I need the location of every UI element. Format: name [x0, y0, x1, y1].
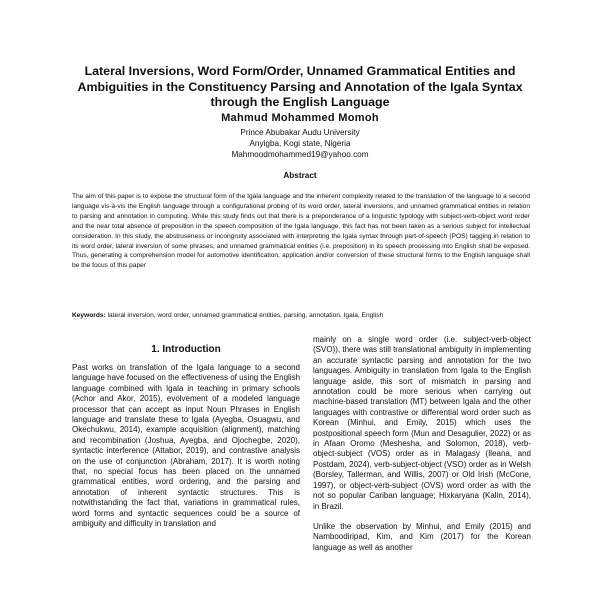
right-column — [313, 335, 531, 553]
keywords-text: lateral inversion, word order, unnamed grammatical entities, parsing, annotation, Igala, English — [107, 312, 384, 319]
author-name: Mahmud Mohammed Momoh — [221, 112, 379, 124]
affiliation-institution: Prince Abubakar Audu University — [240, 128, 360, 137]
keywords-label: Keywords: — [72, 312, 106, 319]
intro-paragraph-1: Past works on translation of the Igala language to a second language have focused on the effectiveness of using the English language combined with Igala in teaching in primary schools (Achor and Akor, 2015), evolvement of a modeled language processor that can accept as input Noun Phrases in English language and translate these to Igala (Ayegba, Osuagwu, and Okechukwu, 2014), example acquisition (alignment), matching and recombination (Joshua, Ayegba, and Ojochegbe, 2020), syntactic interference (Attabor, 2019), and contrastive analysis on the use of conjunction (Abraham, 2017). It is worth noting that, no special focus has been placed on the unnamed grammatical entities, word ordering, and the parsing and annotation of inherent syntactic structures. This is notwithstanding the fact that, variations in grammatical rules, word forms and syntactic sequences could be a source of ambiguity and difficulty in translation and — [72, 363, 301, 529]
introduction-heading: 1. Introduction — [151, 344, 221, 355]
affiliation-location: Anyigba, Kogi state, Nigeria — [249, 139, 351, 148]
affiliation-email: Mahmoodmohammed19@yahoo.com — [231, 150, 369, 159]
right-paragraph-1: mainly on a single word order (i.e. subject-verb-object (SVO)), there was still translational ambiguity in implementing an accurate syntactic parsing and annotation for the two languages. Ambiguity in translation from Igala to the English language aside, this sort of mismatch in parsing and annotation could be more serious when carrying out machine-based translation (MT) between Igala and the other languages with contrastive or differential word order such as Korean (Minhui, and Emily, 2015) which uses the postpositional speech form (Mun and Desagulier, 2022) or as in Afaan Oromo (Meshesha, and Solomon, 2018), verb-object-subject (VOS) order as in Malagasy (Ileana, and Postdam, 2024), verb-subject-object (VSO) order as in Welsh (Borsley, Tallerman, and Willis, 2007) or Old Irish (McCone, 1997), or object-verb-subject (OVS) word order as with the not so popular Cariban language; Hixkaryana (Kalin, 2014), in Brazil. — [313, 335, 531, 511]
keywords — [72, 311, 530, 321]
paper-title: Lateral Inversions, Word Form/Order, Unnamed Grammatical Entities and Ambiguities in the Constituency Parsing and Annotation of the Igala Syntax through the English Language — [77, 64, 523, 109]
abstract-text: The aim of this paper is to expose the structural form of the Igala language and the inherent complexity related to the translation of the language to a second language vis-à-vis the English language through a configurational probing of its word order, lateral inversions, and unnamed grammatical entities in relation to parsing and annotation in computing. While this study finds out that there is a preponderance of a linguistic typology with subject-verb-object word order and the near total absence of preposition in the speech composition of the Igala language, this fact has not been taken as a serious subject for intellectual consideration. In this study, the abstruseness or incongruity associated with interpreting the Igala syntax through part-of-speech (POS) tagging in relation to its word order, lateral inversion of some phrases, and unnamed grammatical entities (i.e. preposition) in its speech processing into English shall be exposed. Thus, generating a comprehension model for automotive identification, application and/or conversion of these structural forms to the English language shall be the focus of this paper — [72, 193, 530, 270]
author-affiliation — [0, 127, 600, 160]
left-column — [72, 363, 300, 530]
right-paragraph-2: Unlike the observation by Minhui, and Emily (2015) and Namboodiripad, Kim, and Kim (2017) for the Korean language as well as another — [313, 521, 531, 552]
abstract-heading: Abstract — [283, 171, 317, 180]
